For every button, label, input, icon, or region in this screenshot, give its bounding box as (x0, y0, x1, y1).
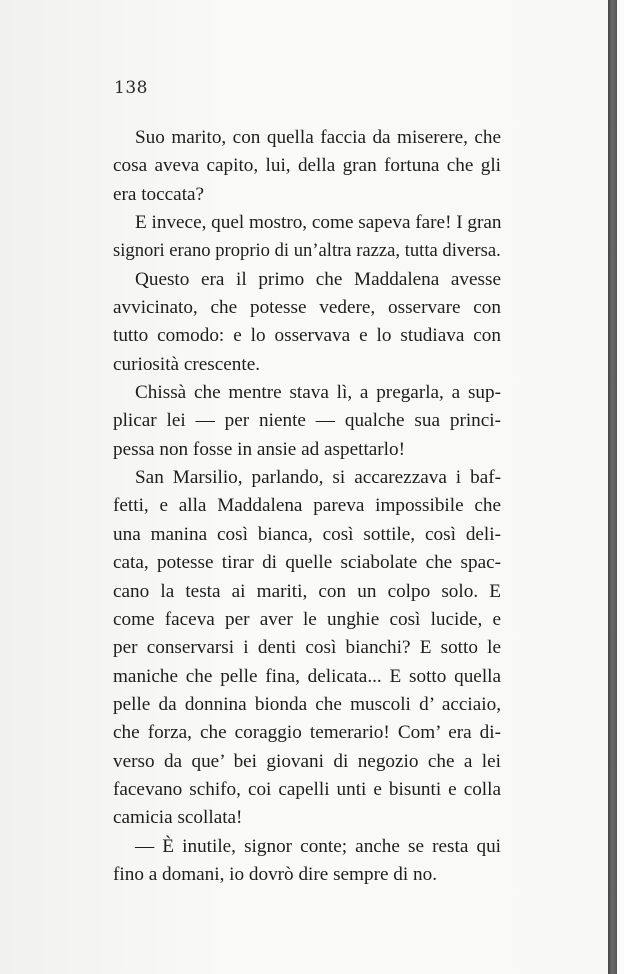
page-number: 138 (114, 78, 148, 98)
text-line: pelle da donnina bionda che muscoli d’ acciaio, (113, 693, 501, 715)
text-line: facevano schifo, coi capelli unti e bisunti e colla (113, 778, 501, 800)
text-line: per conservarsi i denti così bianchi? E sotto le (113, 637, 501, 659)
text-line: fino a domani, io dovrò dire sempre di no. (113, 863, 437, 885)
text-line: cano la testa ai mariti, con un colpo solo. E (113, 580, 501, 602)
text-line: una manina così bianca, così sottile, così deli- (113, 523, 501, 545)
text-line: curiosità crescente. (113, 353, 261, 375)
text-line: E invece, quel mostro, come sapeva fare! I gran (135, 212, 502, 234)
text-line: maniche che pelle fina, delicata... E sotto quella (113, 665, 501, 687)
text-line: che forza, che coraggio temerario! Com’ era di- (113, 722, 501, 744)
text-line: plicar lei — per niente — qualche sua princi- (113, 410, 501, 432)
text-line: cata, potesse tirar di quelle sciabolate che spac- (113, 552, 501, 574)
text-line: avvicinato, che potesse vedere, osservare con (113, 297, 501, 319)
text-line: signori erano proprio di un’altra razza, tutta diversa. (113, 240, 501, 262)
text-line: era toccata? (113, 183, 205, 205)
text-line: verso da que’ bei giovani di negozio che a lei (113, 750, 501, 772)
text-line: Questo era il primo che Maddalena avesse (135, 268, 501, 290)
text-line: Suo marito, con quella faccia da miserere, che (135, 127, 501, 148)
text-line: tutto comodo: e lo osservava e lo studiava con (113, 325, 501, 347)
page-edge-shadow (608, 0, 617, 974)
text-line: cosa aveva capito, lui, della gran fortuna che gli (113, 155, 501, 177)
text-line: Chissà che mentre stava lì, a pregarla, a sup- (135, 382, 501, 404)
text-line: — È inutile, signor conte; anche se resta qui (135, 835, 501, 857)
text-line: come faceva per aver le unghie così lucide, e (113, 608, 501, 630)
text-line: San Marsilio, parlando, si accarezzava i baf- (135, 467, 501, 489)
text-line: fetti, e alla Maddalena pareva impossibile che (113, 495, 501, 517)
text-line: camicia scollata! (113, 807, 243, 829)
text-line: pessa non fosse in ansie ad aspettarlo! (113, 438, 405, 460)
body-text (113, 124, 501, 889)
page-margin-outside (617, 0, 624, 974)
